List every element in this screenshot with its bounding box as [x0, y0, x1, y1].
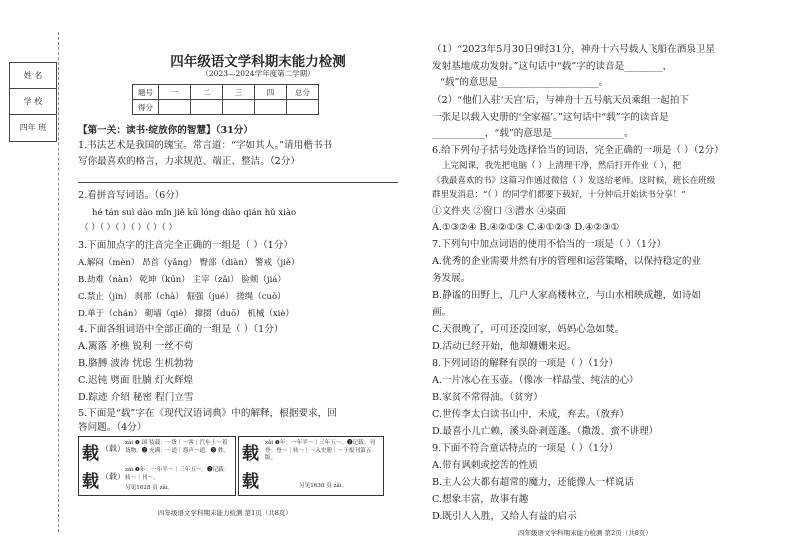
score-row-label: 得分 [133, 100, 159, 115]
q4-option-a: A.篱落 矛樵 锐利 一丝不苟 [78, 341, 194, 352]
score-cell[interactable] [159, 100, 191, 115]
q5-1-line3[interactable]: “载”的意思是_____________________。 [440, 77, 609, 88]
score-header-cell: 四 [255, 85, 287, 100]
q3-option-b: B.劫难（nàn） 乾坤（kūn） 主宰（zǎi） 脸颊（jiá） [78, 275, 286, 285]
q8-option-d: D.最喜小儿亡赖，溪头卧剥莲蓬。（撒泼、蛮不讲理） [432, 426, 659, 437]
score-cell[interactable] [255, 100, 287, 115]
q4-option-d: D.踪迹 介绍 秘密 程门立雪 [78, 392, 194, 403]
q6-passage-3: 群里发消息：“（ ）的同学们都要下载好，十分钟后开始读书分享！” [432, 190, 686, 200]
score-table [132, 84, 319, 115]
score-header-cell: 题号 [133, 85, 159, 100]
score-header-cell: 三 [223, 85, 255, 100]
footer-left: 四年级语文学科期末能力检测 第1页（共8页） [158, 509, 292, 517]
q6-word-options: ①文件夹 ②窗口 ③潜水 ④桌面 [432, 206, 566, 217]
q7-option-d: D.活动已经开始，他却姗姗来迟。 [432, 341, 577, 352]
dict-note: 另见1630 页 zǎi。 [299, 483, 348, 489]
dictionary-entry-right [238, 436, 384, 496]
fold-line [58, 32, 59, 532]
q8-option-c: C.世传李太白读书山中，未成，弃去。（放弃） [432, 409, 630, 420]
q9-option-c: C.想象丰富，故事有趣 [432, 494, 529, 505]
q6-passage-1: 上完阅课，我先把电脑（ ）上清理干净，然后打开作业（ ），把 [442, 161, 682, 171]
dict-glyph: 载 [82, 444, 99, 464]
score-cell[interactable] [223, 100, 255, 115]
q5-2-line3[interactable]: ___________，“载”的意思是_______________。 [432, 128, 634, 139]
q6-choices: A.①③②④ B.④②①③ C.④①②③ D.④②③① [432, 222, 620, 233]
score-header-cell: 一 [159, 85, 191, 100]
dict-pron: （载） [101, 444, 125, 453]
footer-right: 四年级语文学科期末能力检测 第2页（共8页） [518, 529, 652, 537]
writing-line[interactable] [78, 182, 398, 183]
q6-passage-2: 《我最喜欢的书》这篇习作通过微信（ ）发送给老师。这时候，班长在班级 [432, 176, 716, 186]
q7-option-a1: A.优秀的企业需要井然有序的管理和运营策略，以保持稳定的业 [432, 256, 702, 267]
dictionary-entry-left [78, 436, 236, 496]
q9-option-a: A.带有讽刺或挖苦的性质 [432, 460, 538, 471]
student-info-box [9, 62, 57, 142]
q3-option-a: A.解闷（mèn） 昂首（yǎng） 臀部（diàn） 警戒（jiè） [78, 258, 300, 268]
q8-option-b: B.家贫不常得油。（贫穷） [432, 392, 543, 403]
q5-1-line2[interactable]: 发射基地成功发射。”这句话中“载”字的读音是________， [432, 61, 673, 72]
section-heading: 【第一关：读书·绽放你的智慧】（31分） [78, 125, 253, 136]
q4-option-b: B.胳膊 波涛 忧虑 生机勃勃 [78, 358, 194, 369]
score-cell[interactable] [287, 100, 319, 115]
dict-text: zǎi ❶年：一年半～｜三年五～。❷记载；刊登：登～｜转～｜～入史册｜～于报刊第五版。 [265, 440, 375, 462]
dict-text: zài ❶ 国 装载：～货｜～客｜汽车上～着货物。❷ 充满：～道｜怨声～道。❸ 姓。 [125, 440, 230, 454]
name-field: 姓 名 [10, 63, 56, 89]
q3-line: 3.下面加点字的注音完全正确的一组是（ ）（1分） [78, 240, 293, 251]
q7-option-b2: 画。 [432, 307, 452, 318]
score-header-cell: 二 [191, 85, 223, 100]
dict-pron: （载） [101, 472, 125, 481]
q5-line1: 5.下面是“载”字在《现代汉语词典》中的解释，根据要求，回 [78, 408, 337, 419]
class-field: 四年 班 [19, 123, 47, 132]
dict-note: 另见1628 页 zǎi。 [125, 485, 174, 491]
q5-2-line2: 一张足以载入史册的‘全家福’。”这句话中“载”字的读音是 [432, 112, 669, 123]
page-subtitle: （2023—2024学年度第二学期） [201, 69, 315, 78]
q2-answer-brackets[interactable]: （ ）（ ）（ ）（ ）（ ）（ ） [80, 223, 177, 233]
q2-pinyin: hé tán suì dào mǐn jiě kū lóng diào qián hǔ xiào [92, 208, 297, 218]
q8-option-a: A.一片冰心在玉壶。（像冰一样晶莹、纯洁的心） [432, 375, 639, 386]
q9-line: 9.下面不符合童话特点的一项是（ ）（1分） [432, 443, 619, 454]
q7-option-b1: B.静谧的田野上，几户人家高楼林立，与山水相映成趣，如诗如 [432, 290, 702, 301]
q5-1-line1: （1）“2023年5月30日9时31分，神舟十六号载人飞船在酒泉卫星 [432, 44, 716, 55]
q3-option-c: C.禁止（jìn） 刹那（chà） 倔强（jué） 搓绳（cuō） [78, 292, 286, 302]
dict-glyph: 载 [82, 472, 99, 492]
q6-line: 6.给下列句子括号处选择恰当的词语，完全正确的一项是（ ）（2分） [432, 145, 724, 156]
q7-option-c: C.天很晚了，可可还没回家，妈妈心急如焚。 [432, 324, 625, 335]
q9-option-d: D.既引人入胜，又给人有益的启示 [432, 511, 577, 522]
dict-glyph: 载 [242, 472, 259, 492]
q9-option-b: B.主人公大都有超常的魔力，还能像人一样说话 [432, 477, 634, 488]
score-cell[interactable] [191, 100, 223, 115]
school-field: 学 校 [10, 89, 56, 115]
q2-line: 2.看拼音写词语。（6分） [78, 190, 185, 201]
q4-option-c: C.迟钝 劈面 肚腩 灯火辉煌 [78, 375, 194, 386]
q4-line: 4.下面各组词语中全部正确的一组是（ ）（1分） [78, 324, 284, 335]
q3-option-d: D.单于（chán） 砌墙（qiè） 撺掇（duō） 机械（xiè） [78, 309, 294, 319]
dict-glyph: 载 [242, 444, 259, 464]
score-header-cell: 总分 [287, 85, 319, 100]
q5-2-line1: （2）“他们入驻‘天宫’后，与神舟十五号航天员乘组一起拍下 [432, 95, 689, 106]
q1-line2: 写你最喜欢的格言，力求规范、端正、整洁。（2分） [78, 156, 300, 167]
dict-text: zǎi ❶年：一年半～｜三年五～。❷记载：转～｜刊～。 [125, 467, 230, 481]
q1-line1: 1.书法艺术是我国的瑰宝。常言道：“字如其人。”请用楷书书 [78, 140, 333, 151]
page-title: 四年级语文学科期末能力检测 [170, 54, 346, 70]
q8-line: 8.下列词语的解释有误的一项是（ ）（1分） [432, 358, 619, 369]
q7-option-a2: 务发展。 [432, 273, 471, 284]
q7-line: 7.下列句中加点词语的使用不恰当的一项是（ ）（1分） [432, 239, 667, 250]
q5-line2: 答问题。（4分） [78, 422, 147, 433]
